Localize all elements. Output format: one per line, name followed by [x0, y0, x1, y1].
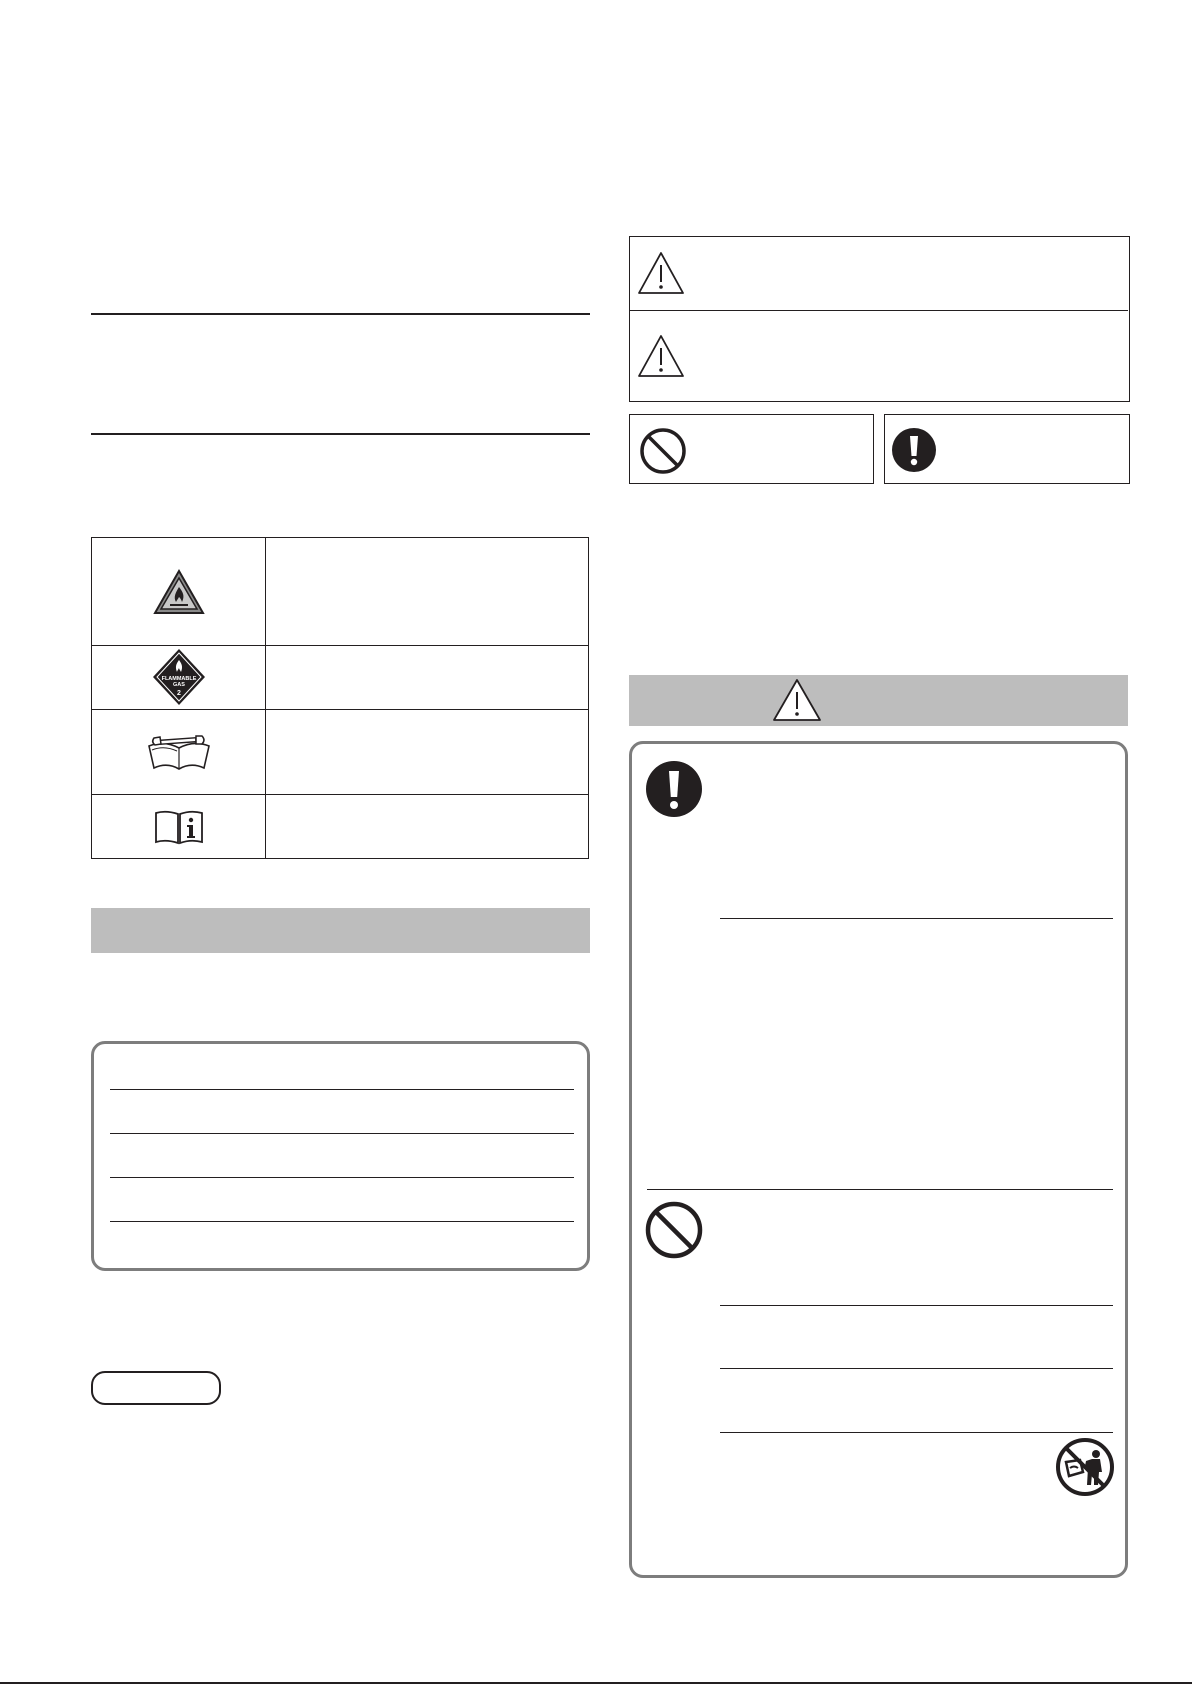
diamond-label-1: FLAMMABLE — [161, 676, 196, 682]
table-row — [92, 645, 265, 709]
hazard-legend — [629, 236, 1130, 402]
mandatory-exclamation-icon — [645, 760, 703, 818]
mandatory-legend — [884, 414, 1130, 484]
prohibited-circle-icon — [645, 1201, 703, 1259]
service-manual-wrench-book-icon — [146, 732, 212, 772]
warning-header-bar — [629, 675, 1128, 726]
do-not-touch-hand-icon — [1056, 1438, 1114, 1496]
prohibited-circle-icon — [639, 427, 687, 475]
footer-rule — [0, 1682, 1192, 1684]
warning-panel — [629, 741, 1128, 1578]
warning-triangle-icon — [637, 251, 685, 295]
symbol-table — [91, 537, 589, 859]
top-rule-1 — [91, 313, 590, 315]
mandatory-exclamation-icon — [891, 427, 937, 473]
diamond-label-3: 2 — [176, 690, 181, 697]
flammable-gas-diamond-icon — [152, 648, 206, 706]
caution-triangle-icon — [637, 334, 685, 378]
model-panel — [91, 1041, 590, 1271]
table-row — [92, 538, 265, 645]
flammable-warning-triangle-icon — [153, 569, 205, 615]
section-bar — [91, 908, 590, 953]
top-rule-2 — [91, 433, 590, 435]
table-row — [92, 794, 265, 860]
prohibited-legend — [629, 414, 874, 484]
table-row — [92, 709, 265, 794]
information-manual-icon — [154, 809, 204, 845]
note-pill — [91, 1371, 221, 1405]
diamond-label-2: GAS — [172, 682, 185, 688]
warning-triangle-icon — [772, 678, 822, 722]
